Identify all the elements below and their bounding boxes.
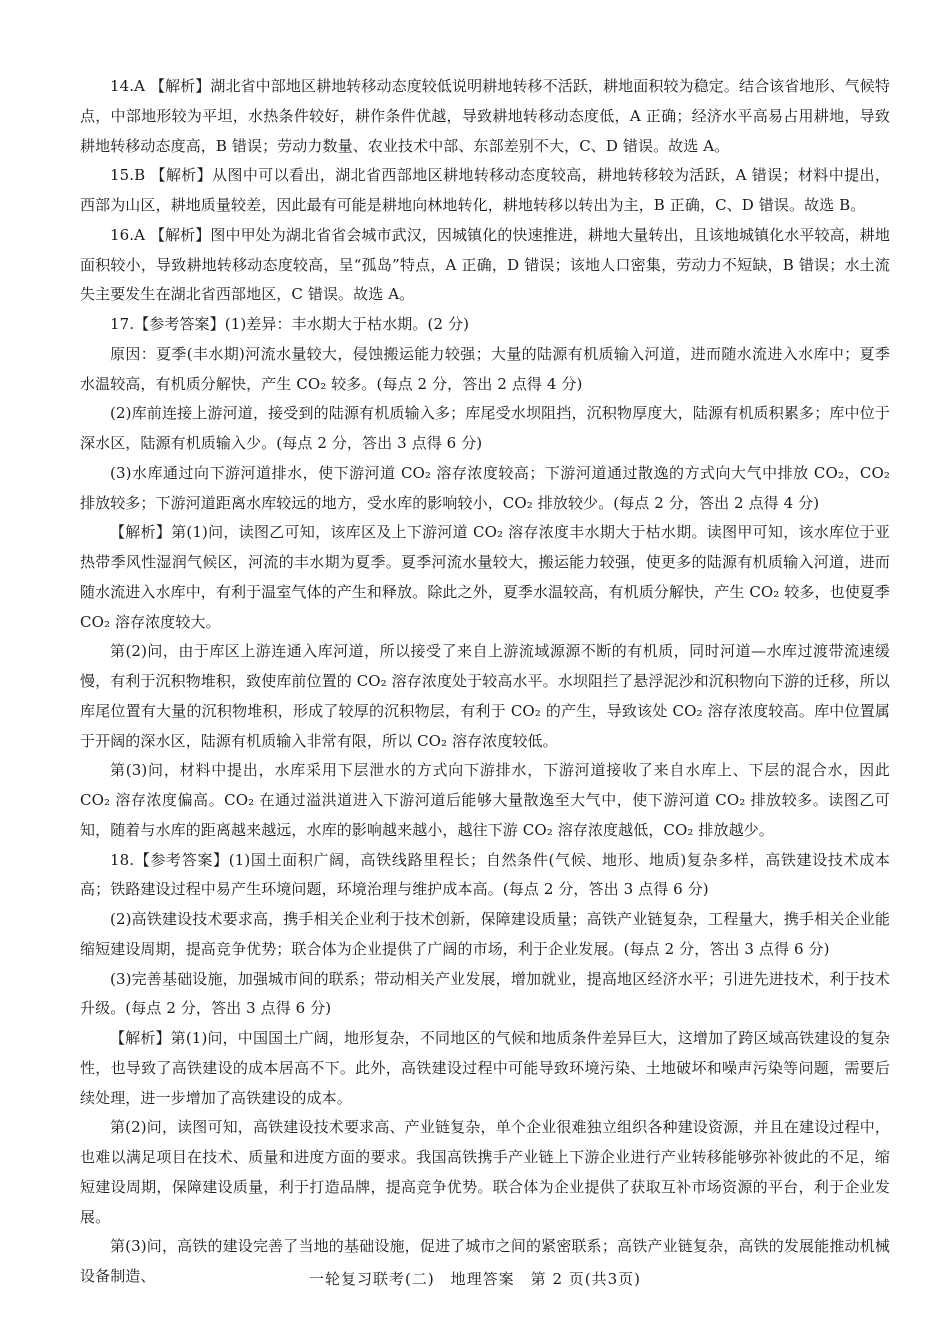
paragraph-q18-answer-1: 18.【参考答案】(1)国土面积广阔，高铁线路里程长；自然条件(气候、地形、地质)复杂多样，高铁建设技术成本高；铁路建设过程中易产生环境问题，环境治理与维护成本高。(每点 2 分，答出 3 点得 6 分) [80,850,890,899]
paragraph-q18-answer-2: (2)高铁建设技术要求高，携手相关企业利于技术创新，保障建设质量；高铁产业链复杂，工程量大，携手相关企业能缩短建设周期，提高竞争优势；联合体为企业提供了广阔的市场，利于企业发展。(每点 2 分，答出 3 点得 6 分) [80,910,890,958]
paragraph-q17-answer-2: (2)库前连接上游河道，接受到的陆源有机质输入多；库尾受水坝阻挡，沉积物厚度大，陆源有机质积累多；库中位于深水区，陆源有机质输入少。(每点 2 分，答出 3 点得 6 分) [80,404,890,452]
paragraph-q18-analysis-1: 【解析】第(1)问，中国国土广阔，地形复杂，不同地区的气候和地质条件差异巨大，这增加了跨区域高铁建设的复杂性，也导致了高铁建设的成本居高不下。此外，高铁建设过程中可能导致环境污染、土地破坏和噪声污染等问题，需要后续处理，进一步增加了高铁建设的成本。 [80,1029,890,1107]
paragraph-q17-reason: 原因：夏季(丰水期)河流水量较大，侵蚀搬运能力较强；大量的陆源有机质输入河道，进而随水流进入水库中；夏季水温较高，有机质分解快，产生 CO₂ 较多。(每点 2 分，答出 2 点得 4 分) [80,344,890,393]
paragraph-q17-analysis-2: 第(2)问，由于库区上游连通入库河道，所以接受了来自上游流域源源不断的有机质，同时河道—水库过渡带流速缓慢，有利于沉积物堆积，致使库前位置的 CO₂ 溶存浓度处于较高水平。水坝阻拦了悬浮泥沙和沉积物向下游的迁移，所以库尾位置有大量的沉积物堆积，形成了较厚的沉积物层，有利于 CO₂ 的产生，导致该处 CO₂ 溶存浓度较高。库中位置属于开阔的深水区，陆源有机质输入非常有限，所以 CO₂ 溶存浓度较低。 [80,642,890,750]
paragraph-q17-answer-3: (3)水库通过向下游河道排水，使下游河道 CO₂ 溶存浓度较高；下游河道通过散逸的方式向大气中排放 CO₂，CO₂ 排放较多；下游河道距离水库较远的地方，受水库的影响较小，CO₂ 排放较少。(每点 2 分，答出 2 点得 4 分) [80,463,890,512]
paragraph-q17-analysis-1: 【解析】第(1)问，读图乙可知，该库区及上下游河道 CO₂ 溶存浓度丰水期大于枯水期。读图甲可知，该水库位于亚热带季风性湿润气候区，河流的丰水期为夏季。夏季河流水量较大，搬运能力较强，使更多的陆源有机质输入河道，进而随水流进入水库中，有利于温室气体的产生和释放。除此之外，夏季水温较高，有机质分解快，产生 CO₂ 较多，也使夏季 CO₂ 溶存浓度较大。 [80,523,890,631]
paragraph-q18-analysis-2: 第(2)问，读图可知，高铁建设技术要求高、产业链复杂，单个企业很难独立组织各种建设资源，并且在建设过程中，也难以满足项目在技术、质量和进度方面的要求。我国高铁携手产业链上下游企业进行产业转移能够弥补彼此的不足，缩短建设周期，保障建设质量，利于打造品牌，提高竞争优势。联合体为企业提供了获取互补市场资源的平台，利于企业发展。 [80,1118,890,1226]
paragraph-q18-analysis-3: 第(3)问，高铁的建设完善了当地的基础设施，促进了城市之间的紧密联系；高铁产业链复杂，高铁的发展能推动机械设备制造、 [80,1237,890,1285]
paragraph-q16: 16.A 【解析】图中甲处为湖北省省会城市武汉，因城镇化的快速推进，耕地大量转出，且该地城镇化水平较高，耕地面积较小，导致耕地转移动态度较高，呈“孤岛”特点，A 正确，D 错误；该地人口密集，劳动力不短缺，B 错误；水土流失主要发生在湖北省西部地区，C 错误。故选 A。 [80,225,890,304]
paragraph-q17-analysis-3: 第(3)问，材料中提出，水库采用下层泄水的方式向下游排水，下游河道接收了来自水库上、下层的混合水，因此 CO₂ 溶存浓度偏高。CO₂ 在通过溢洪道进入下游河道后能够大量散逸至大气中，使下游河道 CO₂ 排放较多。读图乙可知，随着与水库的距离越来越远，水库的影响越来越小，越往下游 CO₂ 溶存浓度越低，CO₂ 排放越少。 [80,761,890,839]
page-footer: 一轮复习联考(二) 地理答案 第 2 页(共3页) [308,1270,642,1288]
paragraph-q14: 14.A 【解析】湖北省中部地区耕地转移动态度较低说明耕地转移不活跃，耕地面积较为稳定。结合该省地形、气候特点，中部地形较为平坦，水热条件较好，耕作条件优越，导致耕地转移动态度低，A 正确；经济水平高易占用耕地，导致耕地转移动态度高，B 错误；劳动力数量、农业技术中部、东部差别不大，C、D 错误。故选 A。 [80,77,890,155]
paragraph-q18-answer-3: (3)完善基础设施，加强城市间的联系；带动相关产业发展，增加就业，提高地区经济水平；引进先进技术，利于技术升级。(每点 2 分，答出 3 点得 6 分) [80,969,890,1018]
paragraph-q15: 15.B 【解析】从图中可以看出，湖北省西部地区耕地转移动态度较高，耕地转移较为活跃，A 错误；材料中提出，西部为山区，耕地质量较差，因此最有可能是耕地向林地转化，耕地转移以转出为主，B 正确，C、D 错误。故选 B。 [80,166,890,214]
paragraph-q17-answer-1: 17.【参考答案】(1)差异：丰水期大于枯水期。(2 分) [110,315,470,333]
answer-content [80,72,890,1292]
